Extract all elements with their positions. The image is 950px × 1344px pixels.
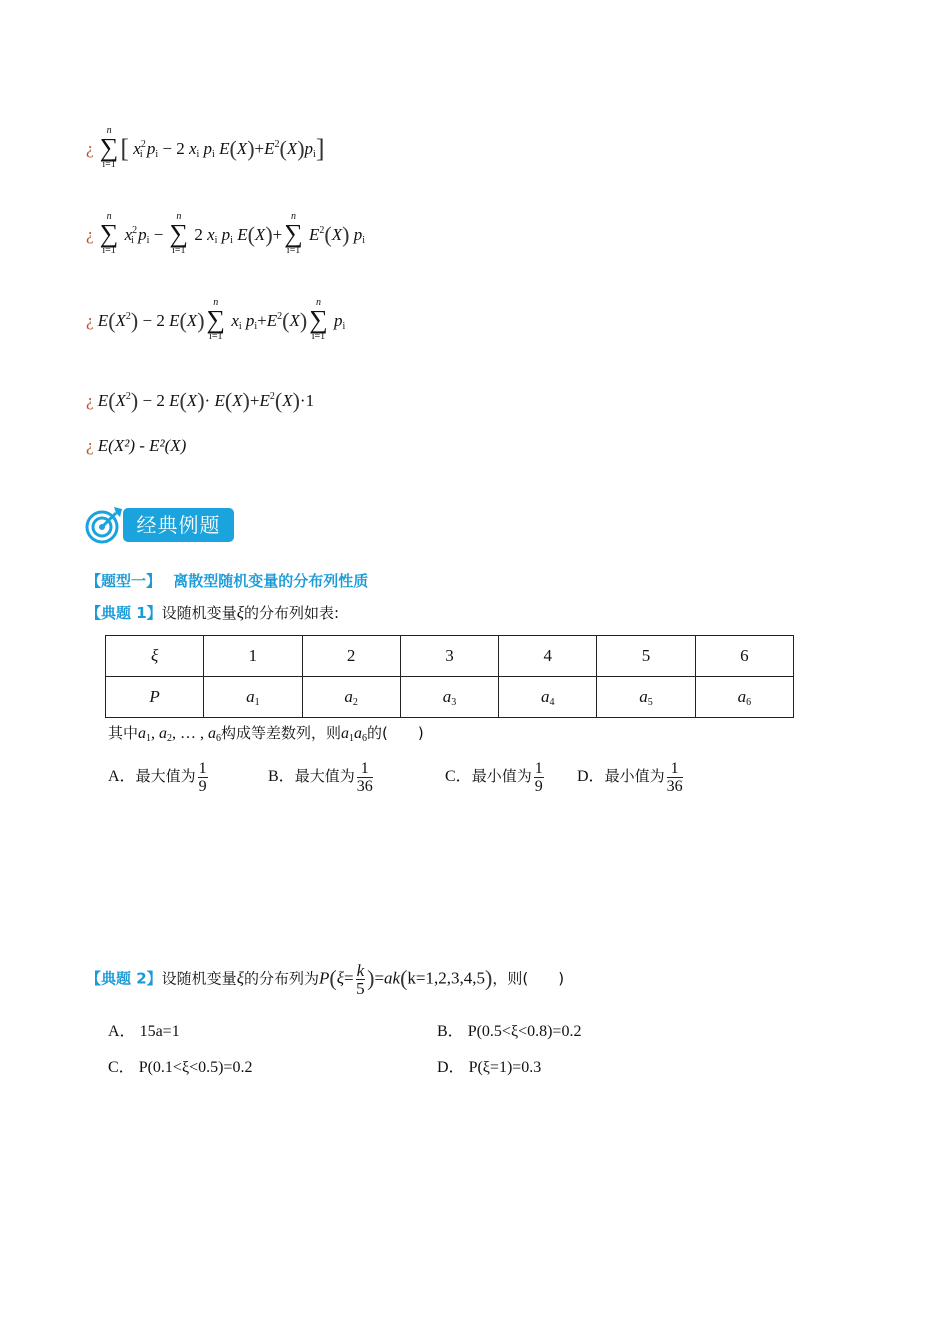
table-row bbox=[106, 677, 794, 718]
summation: n ∑ i=1 bbox=[99, 125, 119, 170]
example2-option-c[interactable]: C． P(0.1<ξ<0.5)=0.2 bbox=[108, 1059, 253, 1076]
example2-option-d[interactable]: D． P(ξ=1)=0.3 bbox=[437, 1059, 542, 1076]
table-cell: 1 bbox=[204, 636, 302, 677]
fraction: $\frac{1}{9}$ bbox=[534, 760, 543, 795]
table-cell: 6 bbox=[695, 636, 793, 677]
example1-option-c[interactable]: C．最小值为 $\frac{1}{9}$ bbox=[445, 760, 543, 795]
distribution-table bbox=[105, 635, 794, 718]
table-cell: $a_4$ bbox=[499, 677, 597, 718]
example1-option-b[interactable]: B．最大值为 $\frac{1}{36}$ bbox=[268, 760, 373, 795]
example2-stem: 【典题 2】设随机变量ξ的分布列为P(ξ= $\frac{k}{5}$ )=ak(k=1,2,3,4,5)，则( ) bbox=[86, 961, 565, 998]
section-banner-title: 经典例题 bbox=[123, 508, 234, 542]
summation: n ∑ i=1 bbox=[99, 211, 119, 256]
table-row bbox=[106, 636, 794, 677]
fraction: $\frac{1}{36}$ bbox=[356, 760, 373, 795]
table-cell: $a_5$ bbox=[597, 677, 695, 718]
type-tag: 【题型一】 bbox=[86, 572, 162, 590]
k-values: k=1,2,3,4,5 bbox=[407, 968, 486, 988]
derivation-step-2: ¿ n ∑ i=1 $x^2_i$ $p_i$ − n ∑ i=1 2 $x_i$ $p_i$ E(X)+ n ∑ i=1 $E^2(X)$ $p_i$ bbox=[86, 211, 365, 256]
type-title: 离散型随机变量的分布列性质 bbox=[173, 572, 369, 590]
example1-tag: 【典题 1】 bbox=[86, 604, 162, 622]
example1-stem: 【典题 1】设随机变量ξ的分布列如表: bbox=[86, 603, 340, 622]
example1-option-d[interactable]: D．最小值为 $\frac{1}{36}$ bbox=[577, 760, 683, 795]
step5-expression: E(X²) - E²(X) bbox=[97, 436, 187, 455]
table-cell: 4 bbox=[499, 636, 597, 677]
table-cell: P bbox=[106, 677, 204, 718]
derivation-step-4: ¿ $E(X^2) - 2$ $E(X)\cdot E(X)+E^2(X)\cdot 1$ bbox=[86, 388, 315, 413]
example1-condition: 其中$a_1$, $a_2$, … , $a_6$构成等差数列，则$a_1a_6$的( ) bbox=[108, 724, 424, 744]
type-heading bbox=[86, 570, 368, 591]
fraction: $\frac{1}{9}$ bbox=[198, 760, 207, 795]
fraction: $\frac{1}{36}$ bbox=[666, 760, 683, 795]
table-cell: 5 bbox=[597, 636, 695, 677]
example1-option-a[interactable]: A．最大值为 $\frac{1}{9}$ bbox=[108, 760, 207, 795]
table-cell: $a_1$ bbox=[204, 677, 302, 718]
table-cell: $a_2$ bbox=[302, 677, 400, 718]
example2-option-a[interactable]: A． 15a=1 bbox=[108, 1023, 180, 1040]
table-cell: 2 bbox=[302, 636, 400, 677]
derivation-step-3: ¿ $E(X^2) - 2$ E(X) n ∑ i=1 $x_i$ $p_i+E^2(X)$ n ∑ i=1 $p_i$ bbox=[86, 297, 346, 342]
table-cell: 3 bbox=[400, 636, 498, 677]
derivation-step-5: ¿ E(X²) - E²(X) bbox=[86, 436, 187, 455]
table-cell: $a_3$ bbox=[400, 677, 498, 718]
example2-option-b[interactable]: B． P(0.5<ξ<0.8)=0.2 bbox=[437, 1023, 582, 1040]
table-cell: $a_6$ bbox=[695, 677, 793, 718]
inverted-question-mark: ¿ bbox=[86, 138, 94, 158]
example2-tag: 【典题 2】 bbox=[86, 969, 162, 988]
target-arrow-icon bbox=[84, 505, 124, 545]
table-cell: ξ bbox=[106, 636, 204, 677]
derivation-step-1: ¿ n ∑ i=1 [ $x^2_i$ $p_i - 2$ $x_i$ $p_i$ $E(X)+E^2(X)p_i$] bbox=[86, 125, 325, 170]
